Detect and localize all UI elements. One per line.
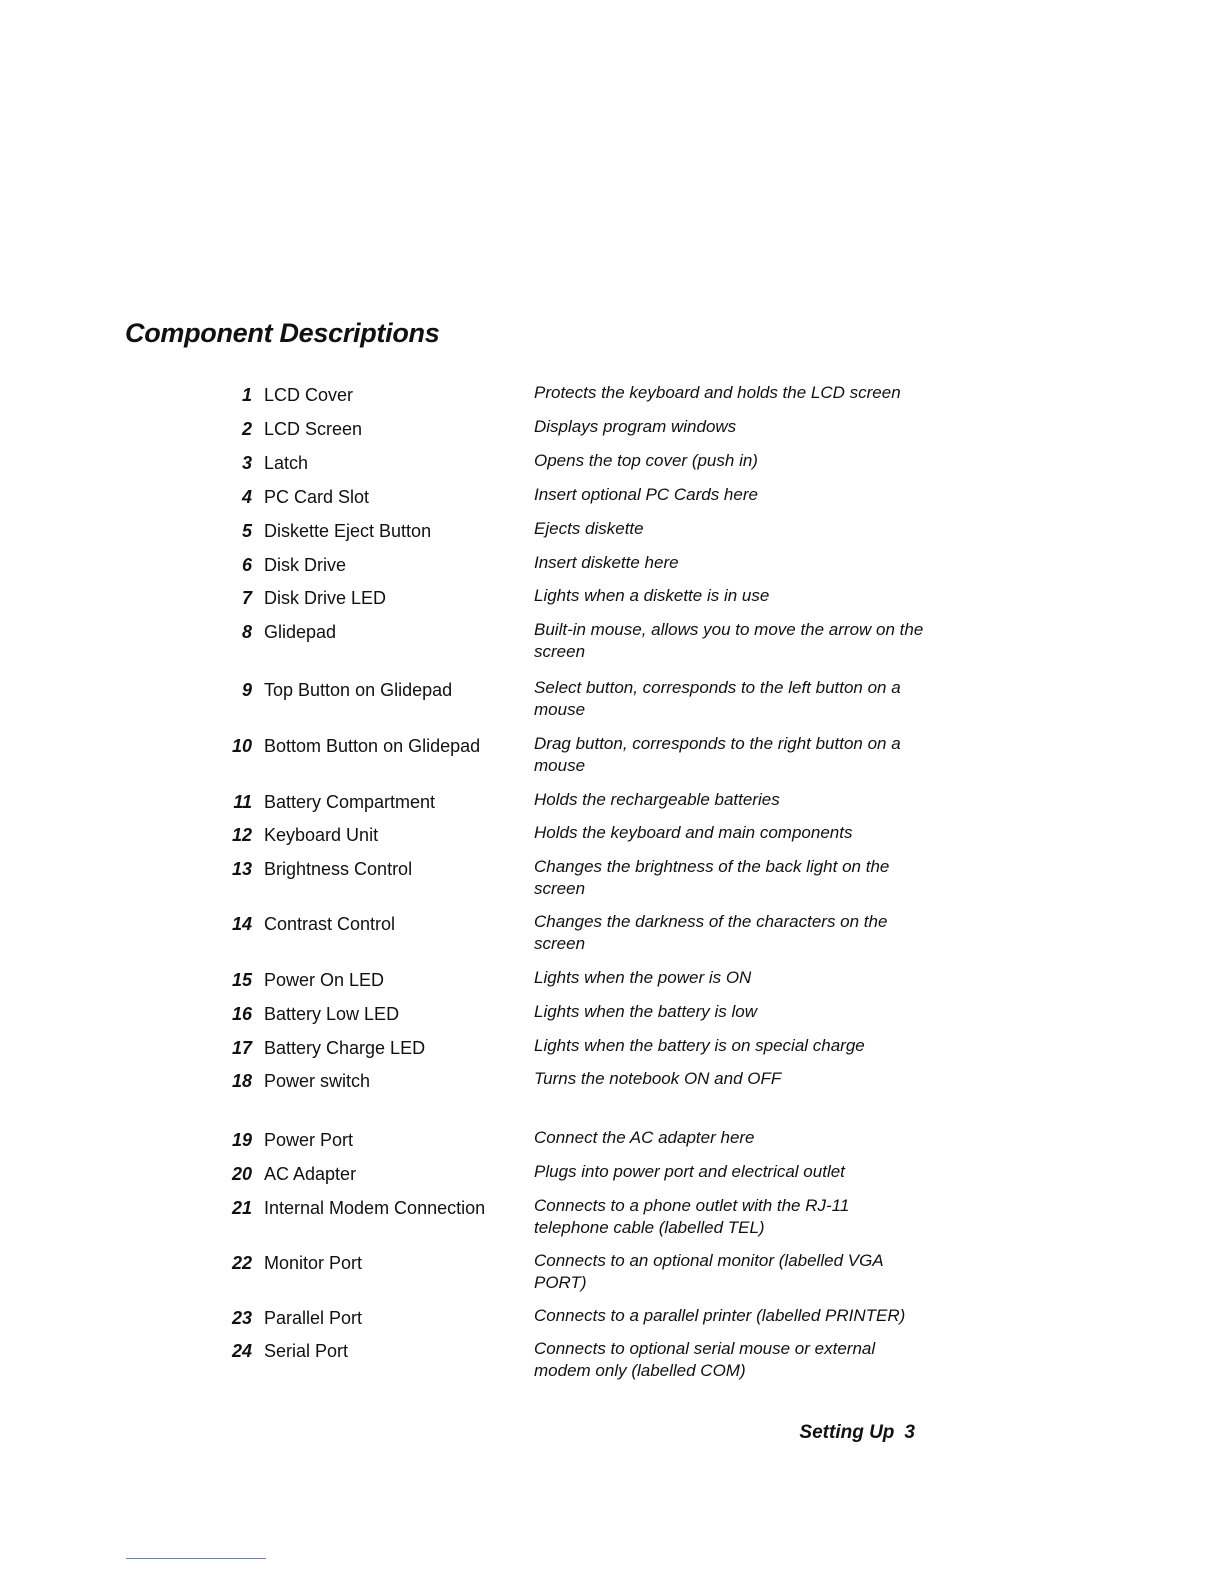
component-name: Glidepad xyxy=(264,622,337,642)
component-name: PC Card Slot xyxy=(264,487,370,507)
component-description: Lights when the battery is low xyxy=(534,1002,758,1021)
component-row xyxy=(0,1068,1224,1128)
component-name: Battery Charge LED xyxy=(264,1038,426,1058)
component-description: Select button, corresponds to the left button on a mouse xyxy=(534,678,901,719)
component-description: Turns the notebook ON and OFF xyxy=(534,1069,782,1088)
component-description: Drag button, corresponds to the right button on a mouse xyxy=(534,734,901,775)
component-name: Diskette Eject Button xyxy=(264,521,432,541)
component-number: 5 xyxy=(241,521,252,541)
component-number: 6 xyxy=(241,555,252,575)
component-description: Lights when the power is ON xyxy=(534,968,752,987)
component-number: 18 xyxy=(231,1071,252,1091)
component-number: 23 xyxy=(231,1308,252,1328)
component-description: Holds the rechargeable batteries xyxy=(534,790,780,809)
component-name: Battery Low LED xyxy=(264,1004,400,1024)
component-name: LCD Cover xyxy=(264,385,354,405)
component-number: 7 xyxy=(241,588,252,608)
component-name: Power Port xyxy=(264,1130,354,1150)
component-row xyxy=(0,1195,1224,1255)
component-row xyxy=(0,1338,1224,1398)
component-name: Top Button on Glidepad xyxy=(264,680,453,700)
component-description: Displays program windows xyxy=(534,417,737,436)
component-name: Keyboard Unit xyxy=(264,825,379,845)
component-description: Connects to optional serial mouse or external modem only (labelled COM) xyxy=(534,1339,876,1380)
component-name: Latch xyxy=(264,453,309,473)
component-name: LCD Screen xyxy=(264,419,363,439)
component-name: Battery Compartment xyxy=(264,792,436,812)
component-description: Connect the AC adapter here xyxy=(534,1128,755,1147)
component-number: 17 xyxy=(231,1038,252,1058)
component-name: Disk Drive LED xyxy=(264,588,387,608)
component-description: Lights when a diskette is in use xyxy=(534,586,770,605)
component-number: 12 xyxy=(231,825,252,845)
component-name: Brightness Control xyxy=(264,859,413,879)
component-number: 11 xyxy=(233,792,252,812)
component-name: Parallel Port xyxy=(264,1308,363,1328)
component-name: Disk Drive xyxy=(264,555,347,575)
component-row xyxy=(0,677,1224,737)
component-name: Bottom Button on Glidepad xyxy=(264,736,481,756)
footer-page-number: 3 xyxy=(904,1422,915,1443)
component-description: Protects the keyboard and holds the LCD screen xyxy=(534,383,901,402)
component-name: Internal Modem Connection xyxy=(264,1198,486,1218)
component-description: Changes the brightness of the back light on the screen xyxy=(534,857,890,898)
component-number: 19 xyxy=(231,1130,252,1150)
component-number: 8 xyxy=(241,622,252,642)
component-description: Ejects diskette xyxy=(534,519,644,538)
component-description: Lights when the battery is on special charge xyxy=(534,1036,865,1055)
component-name: Monitor Port xyxy=(264,1253,363,1273)
component-number: 21 xyxy=(231,1198,252,1218)
component-row xyxy=(0,1250,1224,1310)
component-number: 14 xyxy=(231,914,252,934)
component-number: 10 xyxy=(231,736,252,756)
footer-section-title: Setting Up xyxy=(799,1422,895,1443)
component-name: AC Adapter xyxy=(264,1164,357,1184)
component-number: 1 xyxy=(241,385,252,405)
page-footer xyxy=(700,1422,915,1444)
component-number: 9 xyxy=(241,680,252,700)
component-number: 20 xyxy=(231,1164,252,1184)
component-name: Serial Port xyxy=(264,1341,349,1361)
component-description: Plugs into power port and electrical outlet xyxy=(534,1162,845,1181)
component-description: Connects to a phone outlet with the RJ-11 telephone cable (labelled TEL) xyxy=(534,1196,850,1237)
bottom-rule xyxy=(126,1558,266,1559)
component-row xyxy=(0,619,1224,679)
component-number: 16 xyxy=(231,1004,252,1024)
component-description: Holds the keyboard and main components xyxy=(534,823,853,842)
component-row xyxy=(0,733,1224,793)
component-row xyxy=(0,856,1224,916)
component-description: Insert diskette here xyxy=(534,553,679,572)
component-description: Insert optional PC Cards here xyxy=(534,485,758,504)
component-description: Built-in mouse, allows you to move the arrow on the screen xyxy=(534,620,924,661)
component-row xyxy=(0,911,1224,971)
component-name: Power switch xyxy=(264,1071,371,1091)
page-heading: Component Descriptions xyxy=(125,318,440,348)
component-description: Opens the top cover (push in) xyxy=(534,451,758,470)
component-name: Power On LED xyxy=(264,970,385,990)
component-number: 2 xyxy=(241,419,252,439)
component-description: Connects to an optional monitor (labelled VGA PORT) xyxy=(534,1251,884,1292)
component-description: Changes the darkness of the characters on the screen xyxy=(534,912,888,953)
component-number: 15 xyxy=(231,970,252,990)
component-number: 13 xyxy=(231,859,252,879)
component-number: 22 xyxy=(231,1253,252,1273)
component-number: 24 xyxy=(231,1341,252,1361)
component-name: Contrast Control xyxy=(264,914,396,934)
component-number: 4 xyxy=(241,487,252,507)
component-number: 3 xyxy=(241,453,252,473)
component-description: Connects to a parallel printer (labelled PRINTER) xyxy=(534,1306,906,1325)
